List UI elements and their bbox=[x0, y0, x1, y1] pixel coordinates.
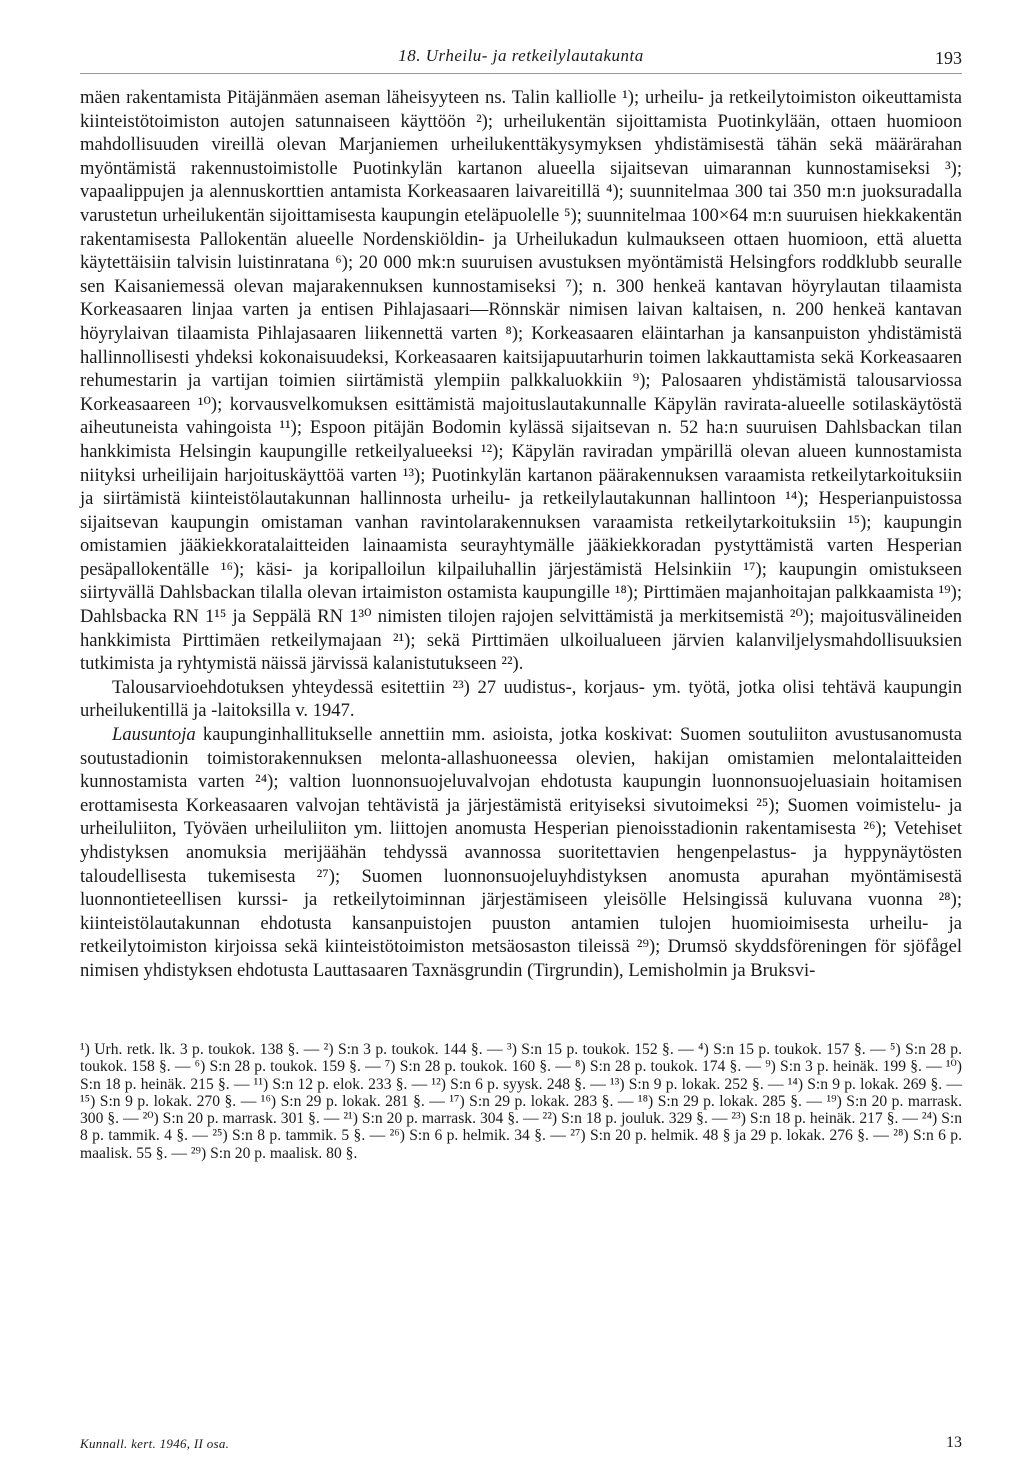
paragraph-3-text: kaupunginhallitukselle annettiin mm. asioista, jotka koskivat: Suomen soutuliiton avustusanomusta soutustadionin toimistorakennuksen melonta-allashuoneessa olevien, hakijan omistamien melontalaitteiden kunnostamista varten ²⁴); valtion luonnonsuojeluvalvojan ehdotusta kaupungin luonnonsuojeluasiain hoitamisen erottamisesta Korkeasaaren valvojan tehtävistä ja järjestämistä erityiseksi sivutoimeksi ²⁵); Suomen voimistelu- ja urheiluliiton, Työväen urheiluliiton ym. liittojen anomusta Hesperian pienoisstadionin rakentamisesta ²⁶); Vetehiset yhdistyksen anomuksia merijäähän tehdyssä avannossa suoritettavien hengenpelastus- ja hyppynäytösten taloudellisesta tukemisesta ²⁷); Suomen luonnonsuojeluyhdistyksen anomusta apurahan myöntämisestä luonnontieteellisen kurssi- ja retkeilytoiminnan järjestämiseen yleisölle Helsingissä kuluvana vuonna ²⁸); kiinteistölautakunnan ehdotusta kansanpuistojen puuston antamien tulojen huomioimisesta urheilu- ja retkeilytoimiston kirjoissa sekä kiinteistötoimiston metsäosaston tileissä ²⁹); Drumsö skyddsföreningen för sjöfågel nimisen yhdistyksen ehdotusta Lauttasaaren Taxnäsgrundin (Tirgrundin), Lemisholmin ja Bruksvi- bbox=[80, 724, 962, 981]
publication-reference: Kunnall. kert. 1946, II osa. bbox=[80, 1436, 230, 1451]
paragraph-2: Talousarvioehdotuksen yhteydessä esitettiin ²³) 27 uudistus-, korjaus- ym. työtä, jotka olisi tehtävä kaupungin urheilukentillä ja -laitoksilla v. 1947. bbox=[80, 676, 962, 722]
header-rule bbox=[80, 73, 962, 74]
running-title: 18. Urheilu- ja retkeilylautakunta bbox=[398, 46, 644, 65]
sheet-number: 13 bbox=[946, 1434, 962, 1451]
running-head bbox=[80, 46, 962, 74]
paragraph-3-italic-lead: Lausuntoja bbox=[112, 724, 196, 746]
body-text bbox=[80, 86, 962, 983]
paragraph-3 bbox=[80, 723, 962, 983]
paragraph-1: mäen rakentamista Pitäjänmäen aseman läheisyyteen ns. Talin kalliolle ¹); urheilu- ja retkeilytoimiston oikeuttamista kiinteistötoimiston autojen satunnaiseen käyttöön ²); urheilukentän sijoittamista Puotinkylään, ottaen huomioon mahdollisuuden vireillä olevan Marjaniemen urheilukenttäkysymyksen yhdistämisestä tähän sekä määrärahan myöntämistä rakennustoimistolle Puotinkylän kartanon alueella sijaitsevan uimarannan kunnostamiseksi ³); vapaalippujen ja alennuskorttien antamista Korkeasaaren laivareitillä ⁴); suunnitelmaa 300 tai 350 m:n juoksuradalla varustetun urheilukentän sijoittamisesta kaupungin eteläpuolelle ⁵); suunnitelmaa 100×64 m:n suuruisen hiekkakentän rakentamisesta Pallokentän alueelle Nordenskiöldin- ja Urheilukadun kulmaukseen ottaen huomioon, että aluetta käytettäisiin talvisin luistinratana ⁶); 20 000 mk:n suuruisen avustuksen myöntämistä Helsingfors roddklubb seuralle sen Kaisaniemessä olevan majarakennuksen kunnostamiseksi ⁷); n. 300 henkeä kantavan höyrylautan tilaamista Korkeasaaren linjaa varten ja entisen Pihlajasaari—Rönnskär nimisen laivan kaltaisen, n. 200 henkeä kantavan höyrylaivan tilaamista Pihlajasaaren liikennettä varten ⁸); Korkeasaaren eläintarhan ja kansanpuiston yhdistämistä hallinnollisesti yhdeksi kokonaisuudeksi, Korkeasaaren kaitsijapuutarhurin toimen lakkauttamista sekä Korkeasaaren rehumestarin ja vartijan toimien siirtämistä ylempiin palkkaluokkiin ⁹); Palosaaren yhdistämistä talousarviossa Korkeasaareen ¹⁰); korvausvelkomuksen esittämistä majoituslautakunnalle Käpylän ravirata-alueelle sotilaskäytöstä aiheutuneista vahingoista ¹¹); Espoon pitäjän Bodomin kylässä sijaitsevan n. 52 ha:n suuruisen Dahlsbackan tilan hankkimista Helsingin kaupungille retkeilyalueeksi ¹²); Käpylän raviradan ympärillä olevan alueen kunnostamista niityksi urheilijain harjoituskäyttöä varten ¹³); Puotinkylän kartanon päärakennuksen varaamista retkeilytarkoituksiin ja siirtämistä kiinteistölautakunnan hallinnosta urheilu- ja retkeilylautakunnan hallintoon ¹⁴); Hesperianpuistossa sijaitsevan kaupungin omistaman vanhan ravintolarakennuksen varaamista retkeilytarkoituksiin ¹⁵); kaupungin omistamien jääkiekkoratalaitteiden lainaamista seurayhtymälle jääkiekkoradan pystyttämistä varten Hesperian pesäpallokentälle ¹⁶); käsi- ja koripalloilun kilpailuhallin järjestämistä Helsinkiin ¹⁷); kaupungin omistukseen siirtyvällä Dahlsbackan tilalla olevan irtaimiston ostamista kaupungille ¹⁸); Pirttimäen majanhoitajan palkkaamista ¹⁹); Dahlsbacka RN 1¹⁵ ja Seppälä RN 1³⁰ nimisten tilojen rajojen selvittämistä ja merkitsemistä ²⁰); majoitusvälineiden hankkimista Pirttimäen retkeilymajaan ²¹); sekä Pirttimäen ulkoilualueen järvien kalanviljelysmahdollisuuksien tutkimista ja ryhtymistä näissä järvissä kalanistutukseen ²²). bbox=[80, 87, 962, 675]
page-footer bbox=[80, 1434, 962, 1456]
footnotes bbox=[80, 1041, 962, 1162]
footnote-text: ¹) Urh. retk. lk. 3 p. toukok. 138 §. — ²) S:n 3 p. toukok. 144 §. — ³) S:n 15 p. toukok. 152 §. — ⁴) S:n 15 p. toukok. 157 §. — ⁵) S:n 28 p. toukok. 158 §. — ⁶) S:n 28 p. toukok. 159 §. — ⁷) S:n 28 p. toukok. 160 §. — ⁸) S:n 28 p. toukok. 174 §. — ⁹) S:n 3 p. heinäk. 199 §. — ¹⁰) S:n 18 p. heinäk. 215 §. — ¹¹) S:n 12 p. elok. 233 §. — ¹²) S:n 6 p. syysk. 248 §. — ¹³) S:n 9 p. lokak. 252 §. — ¹⁴) S:n 9 p. lokak. 269 §. — ¹⁵) S:n 9 p. lokak. 270 §. — ¹⁶) S:n 29 p. lokak. 281 §. — ¹⁷) S:n 29 p. lokak. 283 §. — ¹⁸) S:n 29 p. lokak. 285 §. — ¹⁹) S:n 20 p. marrask. 300 §. — ²⁰) S:n 20 p. marrask. 301 §. — ²¹) S:n 20 p. marrask. 304 §. — ²²) S:n 18 p. jouluk. 329 §. — ²³) S:n 18 p. heinäk. 217 §. — ²⁴) S:n 8 p. tammik. 4 §. — ²⁵) S:n 8 p. tammik. 5 §. — ²⁶) S:n 6 p. helmik. 34 §. — ²⁷) S:n 20 p. helmik. 48 § ja 29 p. lokak. 276 §. — ²⁸) S:n 6 p. maalisk. 55 §. — ²⁹) S:n 20 p. maalisk. 80 §. bbox=[80, 1041, 962, 1162]
page-number: 193 bbox=[935, 48, 962, 68]
